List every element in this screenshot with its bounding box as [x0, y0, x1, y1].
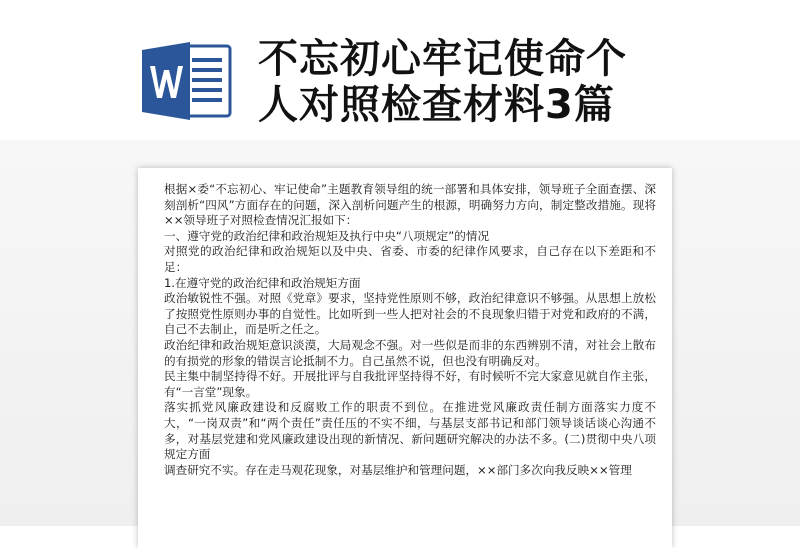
paragraph: 落实抓党风廉政建设和反腐败工作的职责不到位。在推进党风廉政责任制方面落实力度不大，“一岗双责”和“两个责任”责任压的不实不细，与基层支部书记和部门领导谈话谈心沟通不多，对基层党建和党风廉政建设出现的新情况、新问题研究解决的办法不多。(二)贯彻中央八项规定方面 — [164, 400, 656, 462]
paragraph: 政治纪律和政治规矩意识淡漠，大局观念不强。对一些似是而非的东西辨别不清，对社会上散布的有损党的形象的错误言论抵制不力。自己虽然不说，但也没有明确反对。 — [164, 337, 656, 368]
paragraph: 根据×委“不忘初心、牢记使命”主题教育领导组的统一部署和具体安排，领导班子全面查摆、深刻剖析“四风”方面存在的问题，深入剖析问题产生的根源，明确努力方向，制定整改措施。现将××领导班子对照检查情况汇报如下： — [164, 182, 656, 228]
section-heading: 一、遵守党的政治纪律和政治规矩及执行中央“八项规定”的情况 — [164, 228, 490, 243]
document-body — [164, 182, 656, 478]
subsection-heading: 1.在遵守党的政治纪律和政治规矩方面 — [164, 275, 361, 290]
title-line-1: 不忘初心牢记使命个 — [258, 36, 627, 82]
paragraph: 对照党的政治纪律和政治规矩以及中央、省委、市委的纪律作风要求，自己存在以下差距和不足： — [164, 244, 656, 274]
paragraph: 调查研究不实。存在走马观花现象，对基层维护和管理问题，××部门多次向我反映××管理 — [164, 462, 632, 477]
document-page — [138, 168, 672, 548]
paragraph: 民主集中制坚持得不好。开展批评与自我批评坚持得不好，有时候听不完大家意见就自作主张，有“一言堂”现象。 — [164, 369, 656, 399]
title-line-2: 人对照检查材料3篇 — [258, 82, 615, 128]
paragraph: 政治敏锐性不强。对照《党章》要求，坚持党性原则不够，政治纪律意识不够强。从思想上放松了按照党性原则办事的自觉性。比如听到一些人把对社会的不良现象归错于对党和政府的不满，自己不去制止，而是听之任之。 — [164, 291, 656, 337]
header — [0, 0, 800, 160]
page-title — [258, 36, 778, 128]
word-document-icon — [140, 38, 232, 122]
